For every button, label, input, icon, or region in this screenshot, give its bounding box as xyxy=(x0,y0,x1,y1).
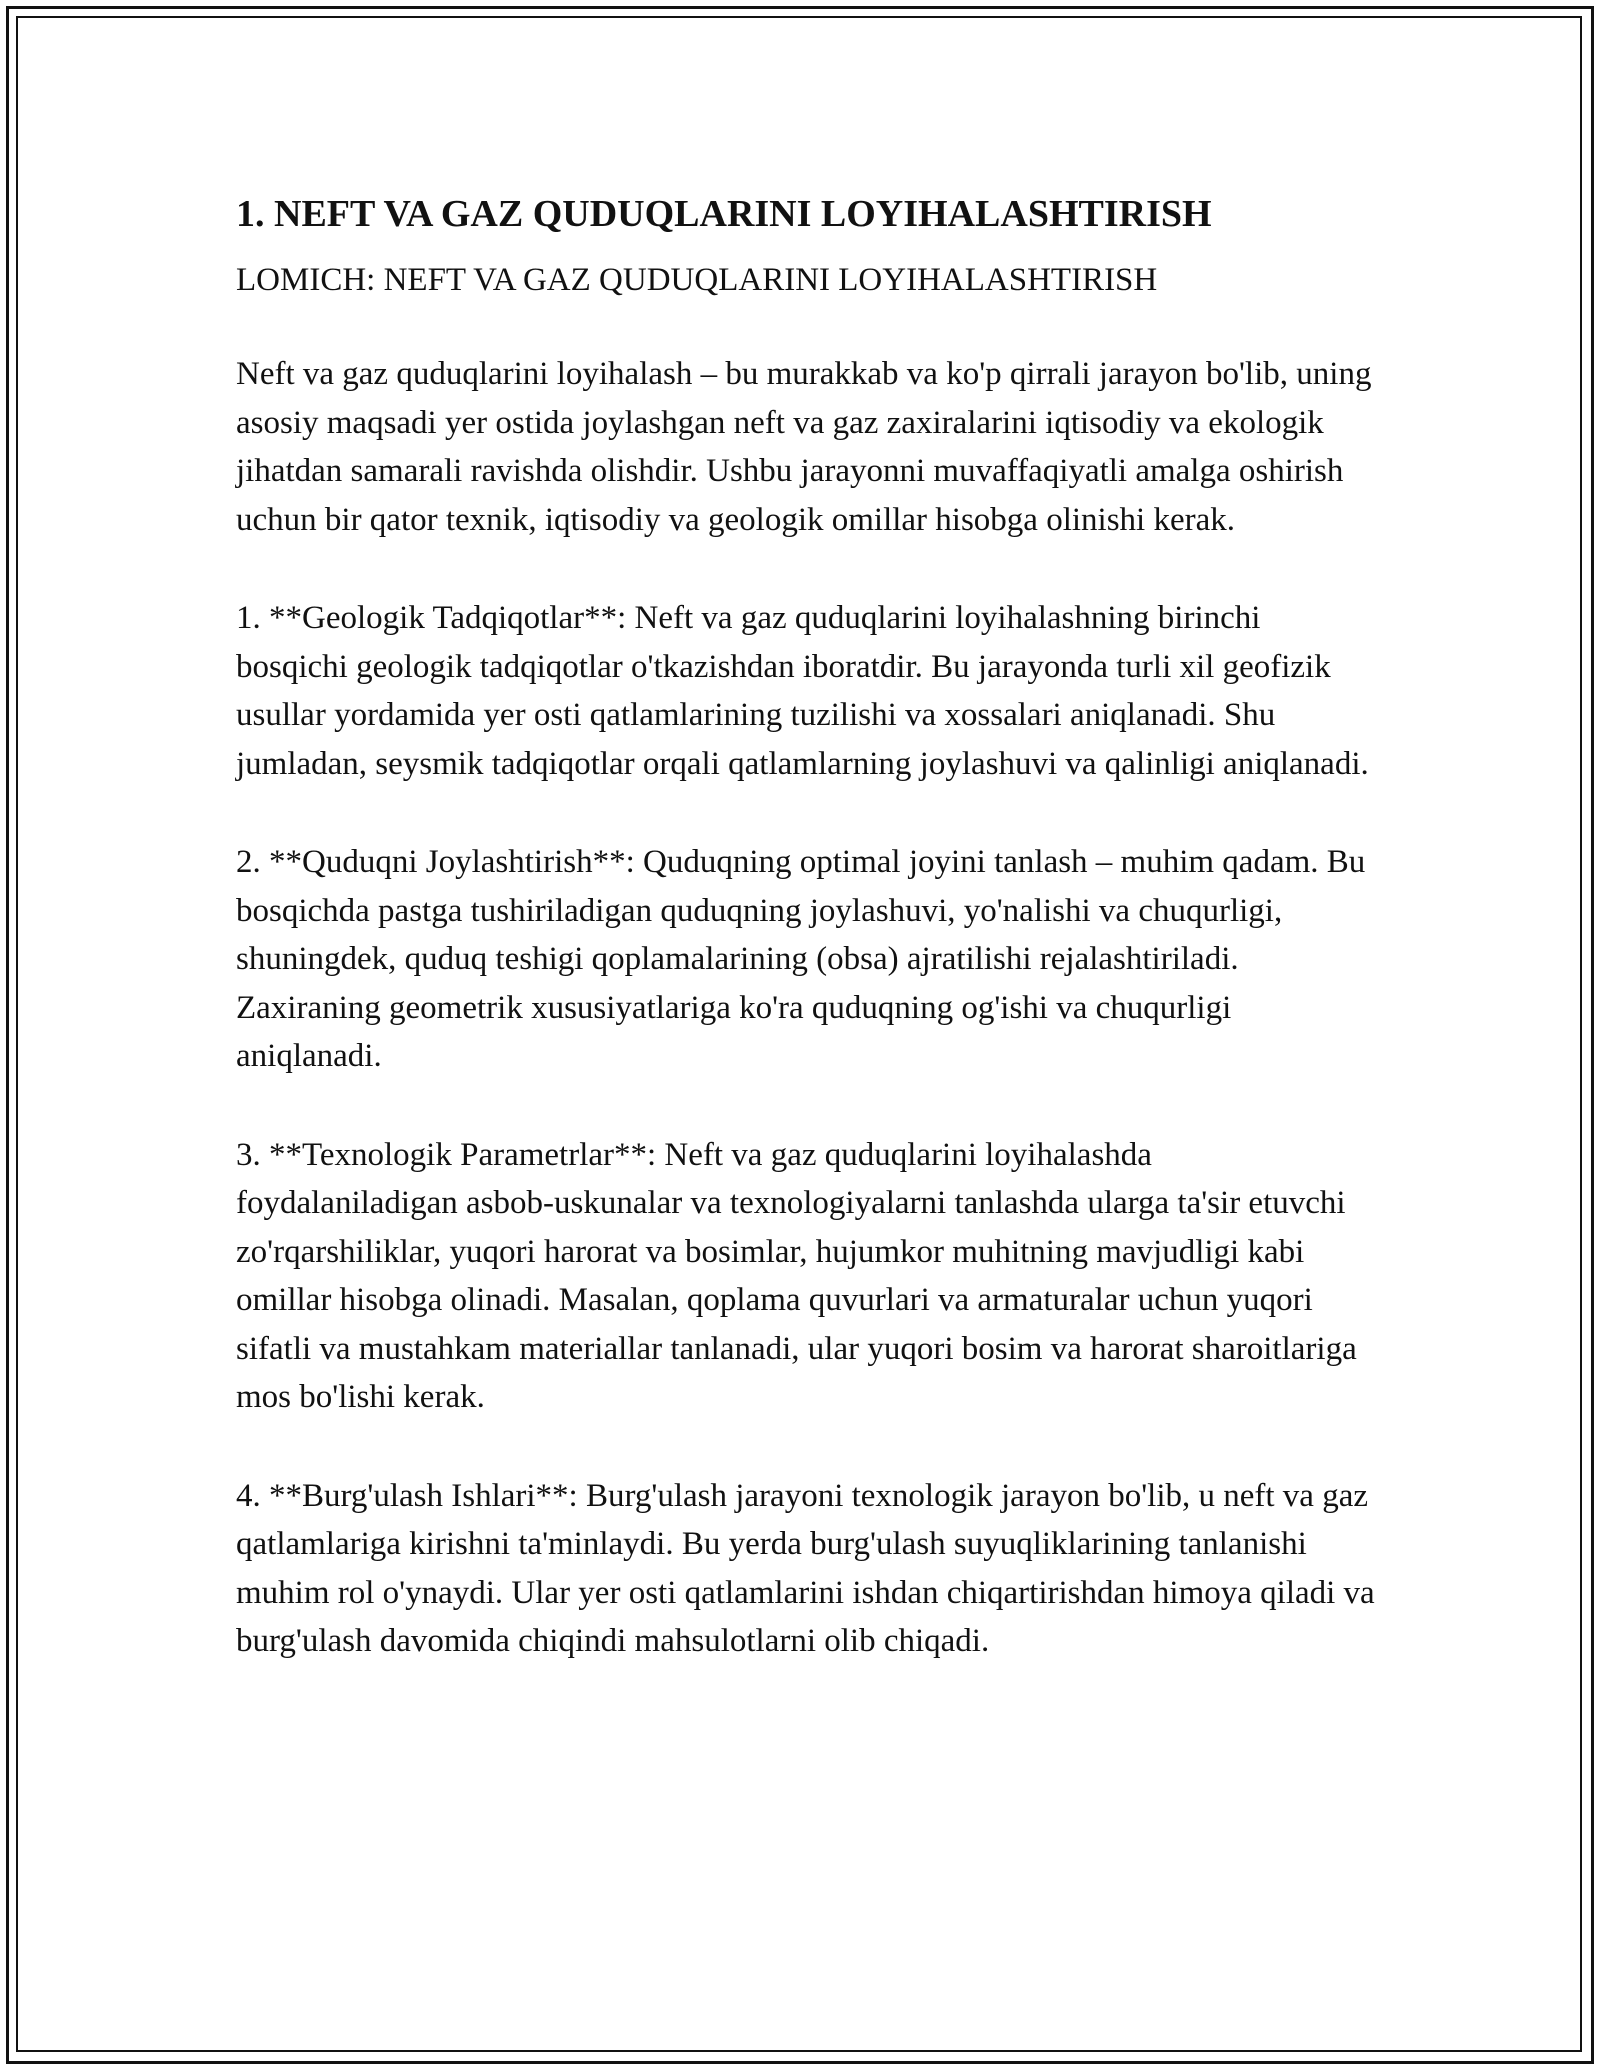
document-body xyxy=(236,188,1376,1666)
document-subtitle: LOMICH: NEFT VA GAZ QUDUQLARINI LOYIHALASHTIRISH xyxy=(236,262,1158,298)
paragraph-quduqni-joylashtirish: 2. **Quduqni Joylashtirish**: Quduqning optimal joyini tanlash – muhim qadam. Bu bosqichda pastga tushiriladigan quduqning joylashuvi, yo'nalishi va chuqurligi, shuningdek, quduq teshigi qoplamalarining (obsa) ajratilishi rejalashtiriladi. Zaxiraning geometrik xususiyatlariga ko'ra quduqning og'ishi va chuqurligi aniqlanadi. xyxy=(236,844,1366,1074)
paragraph-intro: Neft va gaz quduqlarini loyihalash – bu murakkab va ko'p qirrali jarayon bo'lib, uning asosiy maqsadi yer ostida joylashgan neft va gaz zaxiralarini iqtisodiy va ekologik jihatdan samarali ravishda olishdir. Ushbu jarayonni muvaffaqiyatli amalga oshirish uchun bir qator texnik, iqtisodiy va geologik omillar hisobga olinishi kerak. xyxy=(236,356,1372,538)
paragraph-texnologik-parametrlar: 3. **Texnologik Parametrlar**: Neft va gaz quduqlarini loyihalashda foydalaniladigan asbob-uskunalar va texnologiyalarni tanlashda ularga ta'sir etuvchi zo'rqarshiliklar, yuqori harorat va bosimlar, hujumkor muhitning mavjudligi kabi omillar hisobga olinadi. Masalan, qoplama quvurlari va armaturalar uchun yuqori sifatli va mustahkam materiallar tanlanadi, ular yuqori bosim va harorat sharoitlariga mos bo'lishi kerak. xyxy=(236,1136,1357,1415)
paragraph-burgulash-ishlari: 4. **Burg'ulash Ishlari**: Burg'ulash jarayoni texnologik jarayon bo'lib, u neft va gaz qatlamlariga kirishni ta'minlaydi. Bu yerda burg'ulash suyuqliklarining tanlanishi muhim rol o'ynaydi. Ular yer osti qatlamlarini ishdan chiqartirishdan himoya qiladi va burg'ulash davomida chiqindi mahsulotlarni olib chiqadi. xyxy=(236,1477,1375,1659)
paragraph-geologik-tadqiqotlar: 1. **Geologik Tadqiqotlar**: Neft va gaz quduqlarini loyihalashning birinchi bosqichi geologik tadqiqotlar o'tkazishdan iboratdir. Bu jarayonda turli xil geofizik usullar yordamida yer osti qatlamlarining tuzilishi va xossalari aniqlanadi. Shu jumladan, seysmik tadqiqotlar orqali qatlamlarning joylashuvi va qalinligi aniqlanadi. xyxy=(236,600,1369,782)
document-title: 1. NEFT VA GAZ QUDUQLARINI LOYIHALASHTIRISH xyxy=(236,193,1212,235)
